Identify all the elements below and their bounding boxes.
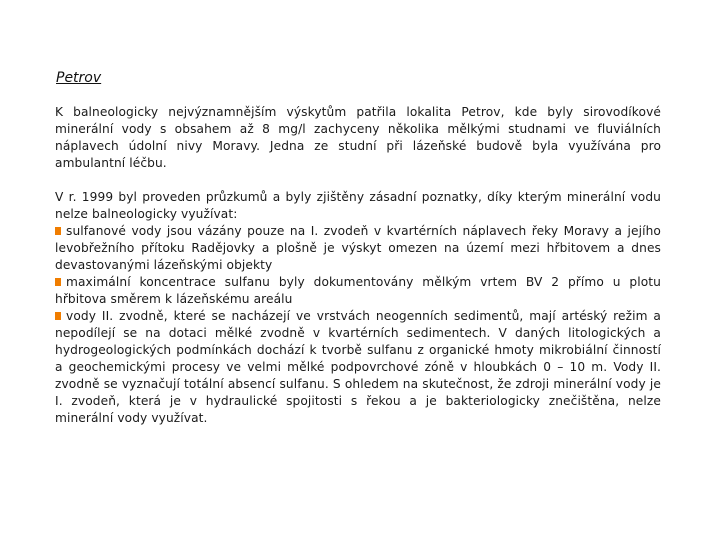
- bullet-text: maximální koncentrace sulfanu byly dokumentovány mělkým vrtem BV 2 přímo u plotu hřbitova směrem k lázeňskému areálu: [55, 275, 661, 306]
- paragraph-intro-history: K balneologicky nejvýznamnějším výskytům patřila lokalita Petrov, kde byly sirovodíkové minerální vody s obsahem až 8 mg/l zachyceny několika mělkými studnami ve fluviálních náplavech údolní nivy Moravy. Jedna ze studní při lázeňské budově byla využívána pro ambulantní léčbu.: [55, 105, 661, 170]
- square-bullet-icon: [55, 278, 61, 286]
- paragraph-survey: V r. 1999 byl proveden průzkumů a byly zjištěny zásadní poznatky, díky kterým minerální vodu nelze balneologicky využívat:: [55, 190, 661, 221]
- bullet-text: vody II. zvodně, které se nacházejí ve vrstvách neogenních sedimentů, mají artéský režim a nepodílejí se na dotaci mělké zvodně v kvartérních sedimentech. V daných litologických a hydrogeologických podmínkách dochází k tvorbě sulfanu z organické hmoty mikrobiální činností a geochemickými procesy ve velmi mělké podpovrchové zóně v hloubkách 0 – 10 m. Vody II. zvodně se vyznačují totální absencí sulfanu. S ohledem na skutečnost, že zdroji minerální vody je I. zvodeň, která je v hydraulické spojitosti s řekou a je bakteriologicky znečištěna, nelze minerální vody využívat.: [55, 309, 661, 425]
- bullet-item: [55, 274, 661, 308]
- bullet-text: sulfanové vody jsou vázány pouze na I. zvodeň v kvartérních náplavech řeky Moravy a jejího levobřežního přítoku Radějovky a plošně je výskyt omezen na území mezi hřbitovem a dnes devastovanými lázeňskými objekty: [55, 224, 661, 272]
- document-body: [55, 104, 661, 427]
- bullet-item: [55, 223, 661, 274]
- page-title: Petrov: [56, 70, 102, 86]
- square-bullet-icon: [55, 312, 61, 320]
- bullet-item: [55, 308, 661, 427]
- square-bullet-icon: [55, 227, 61, 235]
